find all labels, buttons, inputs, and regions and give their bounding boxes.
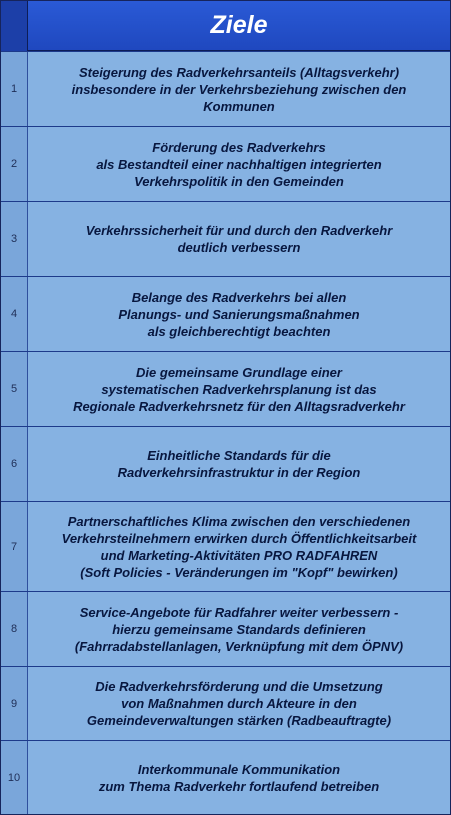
goal-row-6 — [1, 426, 450, 501]
goal-text-cell — [28, 502, 450, 591]
goal-row-3 — [1, 201, 450, 276]
goal-text-cell — [28, 202, 450, 276]
goal-number: 6 — [1, 427, 28, 501]
goal-text: Partnerschaftliches Klima zwischen den verschiedenen Verkehrsteilnehmern erwirken durch Öffentlichkeitsarbeit und Marketing-Aktivitäten PRO RADFAHREN (Soft Policies - Veränderungen im "Kopf" bewirken) — [61, 513, 417, 580]
goal-text: Belange des Radverkehrs bei allen Planungs- und Sanierungsmaßnahmen als gleichberechtigt beachten — [118, 289, 360, 339]
goal-text-cell — [28, 667, 450, 740]
goal-number: 1 — [1, 52, 28, 126]
goal-text: Service-Angebote für Radfahrer weiter verbessern - hierzu gemeinsame Standards definieren (Fahrradabstellanlagen, Verknüpfung mit dem ÖPNV) — [74, 604, 404, 654]
goal-row-7 — [1, 501, 450, 591]
goal-number: 2 — [1, 127, 28, 201]
goal-number: 3 — [1, 202, 28, 276]
goal-text-cell — [28, 592, 450, 666]
goal-text: Interkommunale Kommunikation zum Thema Radverkehr fortlaufend betreiben — [98, 761, 380, 794]
header-row — [1, 1, 450, 51]
goal-text-cell — [28, 352, 450, 426]
goal-text-cell — [28, 127, 450, 201]
goal-number: 5 — [1, 352, 28, 426]
goal-text-cell — [28, 427, 450, 501]
goal-number: 7 — [1, 502, 28, 591]
goal-row-5 — [1, 351, 450, 426]
goal-row-1 — [1, 51, 450, 126]
goal-text-cell — [28, 741, 450, 814]
goal-text: Steigerung des Radverkehrsanteils (Alltagsverkehr) insbesondere in der Verkehrsbeziehung zwischen den Kommunen — [71, 64, 407, 114]
goal-text: Verkehrssicherheit für und durch den Radverkehr deutlich verbessern — [85, 223, 393, 255]
goal-row-8 — [1, 591, 450, 666]
goal-number: 10 — [1, 741, 28, 814]
goal-number: 8 — [1, 592, 28, 666]
goal-row-9 — [1, 666, 450, 740]
goal-text: Einheitliche Standards für die Radverkehrsinfrastruktur in der Region — [117, 448, 361, 480]
goal-text: Die gemeinsame Grundlage einer systematischen Radverkehrsplanung ist das Regionale Radverkehrsnetz für den Alltagsradverkehr — [73, 364, 405, 414]
goal-number: 9 — [1, 667, 28, 740]
goal-text: Die Radverkehrsförderung und die Umsetzung von Maßnahmen durch Akteure in den Gemeindeverwaltungen stärken (Radbeauftragte) — [86, 679, 392, 728]
goal-text-cell — [28, 277, 450, 351]
goal-number: 4 — [1, 277, 28, 351]
goal-text-cell — [28, 52, 450, 126]
table-title: Ziele — [28, 1, 450, 51]
header-number-cell — [1, 1, 28, 51]
goal-text: Förderung des Radverkehrs als Bestandteil einer nachhaltigen integrierten Verkehrspolitik in den Gemeinden — [96, 139, 382, 189]
goal-row-10 — [1, 740, 450, 814]
goal-row-2 — [1, 126, 450, 201]
goal-row-4 — [1, 276, 450, 351]
